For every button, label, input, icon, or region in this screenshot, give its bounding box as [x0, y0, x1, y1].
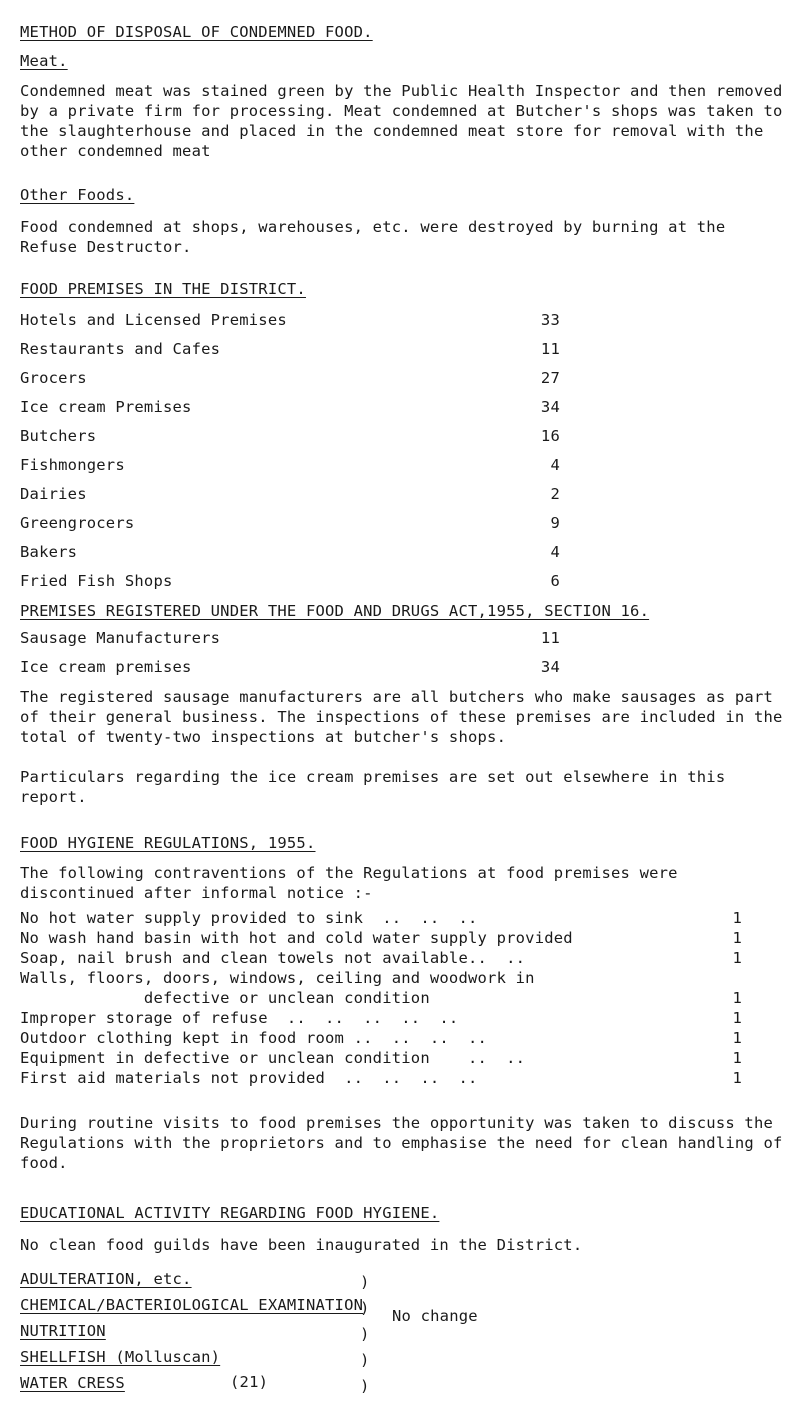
no-change-block [20, 1269, 785, 1399]
contravention-label: Outdoor clothing kept in food room .. .. .. .. [20, 1029, 488, 1047]
list-item [20, 369, 785, 398]
list-item [20, 1069, 742, 1089]
contravention-label: Soap, nail brush and clean towels not available.. .. [20, 949, 526, 967]
contravention-label: Walls, floors, doors, windows, ceiling and woodwork in [20, 969, 535, 987]
premises-count: 4 [550, 456, 560, 474]
meat-heading: Meat. [20, 52, 68, 70]
premises-label: Butchers [20, 427, 97, 445]
contravention-label: No wash hand basin with hot and cold water supply provided [20, 929, 573, 947]
list-item [20, 311, 785, 340]
premises-label: Restaurants and Cafes [20, 340, 221, 358]
premises-label: Grocers [20, 369, 87, 387]
list-item [20, 543, 785, 572]
no-change-label: No change [392, 1307, 478, 1325]
contravention-label: Equipment in defective or unclean condition .. .. [20, 1049, 526, 1067]
contravention-count: 1 [732, 1009, 742, 1027]
hygiene-intro: The following contraventions of the Regulations at food premises were discontinued after informal notice :- [20, 864, 678, 902]
premises-count: 4 [550, 543, 560, 561]
education-paragraph: No clean food guilds have been inaugurated in the District. [20, 1236, 583, 1254]
hygiene-closing: During routine visits to food premises the opportunity was taken to discuss the Regulations with the proprietors and to emphasise the need for clean handling of food. [20, 1114, 783, 1172]
registered-label: Sausage Manufacturers [20, 629, 221, 647]
no-change-item: CHEMICAL/BACTERIOLOGICAL EXAMINATION [20, 1296, 364, 1314]
list-item [20, 989, 742, 1009]
premises-label: Greengrocers [20, 514, 135, 532]
no-change-item: WATER CRESS [20, 1374, 125, 1392]
registered-count: 34 [540, 658, 560, 676]
list-item [20, 427, 785, 456]
document-page [20, 22, 785, 1399]
contravention-label: First aid materials not provided .. .. .. .. [20, 1069, 478, 1087]
list-item [20, 1029, 742, 1049]
no-change-item: ADULTERATION, etc. [20, 1270, 192, 1288]
list-item [20, 658, 785, 687]
list-item [20, 514, 785, 543]
contravention-count: 1 [732, 929, 742, 947]
meat-paragraph: Condemned meat was stained green by the Public Health Inspector and then removed by a private firm for processing. Meat condemned at Butcher's shops was taken to the slaughterhouse and placed in the condemned meat store for removal with the other condemned meat [20, 82, 783, 160]
contraventions-list [20, 909, 742, 1089]
premises-count: 34 [540, 398, 560, 416]
page-title: METHOD OF DISPOSAL OF CONDEMNED FOOD. [20, 23, 373, 41]
contravention-count: 1 [732, 1069, 742, 1087]
premises-label: Fishmongers [20, 456, 125, 474]
list-item [20, 572, 785, 601]
premises-label: Ice cream Premises [20, 398, 192, 416]
registered-heading: PREMISES REGISTERED UNDER THE FOOD AND DRUGS ACT,1955, SECTION 16. [20, 602, 650, 620]
contravention-count: 1 [732, 1029, 742, 1047]
list-item [20, 340, 785, 369]
premises-label: Hotels and Licensed Premises [20, 311, 287, 329]
contravention-count: 1 [732, 1049, 742, 1067]
brace: ) ) ) ) ) [360, 1273, 370, 1395]
page-number: (21) [230, 1373, 269, 1391]
list-item [20, 909, 742, 929]
contravention-label: Improper storage of refuse .. .. .. .. .. [20, 1009, 459, 1027]
other-foods-heading: Other Foods. [20, 186, 135, 204]
contravention-count: 1 [732, 989, 742, 1007]
premises-count: 6 [550, 572, 560, 590]
premises-count: 16 [540, 427, 560, 445]
list-item [20, 1009, 742, 1029]
registered-label: Ice cream premises [20, 658, 192, 676]
list-item [20, 949, 742, 969]
list-item [20, 456, 785, 485]
premises-label: Dairies [20, 485, 87, 503]
ice-cream-paragraph: Particulars regarding the ice cream premises are set out elsewhere in this report. [20, 768, 726, 806]
list-item [20, 629, 785, 658]
food-premises-list [20, 311, 785, 601]
other-foods-paragraph: Food condemned at shops, warehouses, etc. were destroyed by burning at the Refuse Destructor. [20, 218, 726, 256]
hygiene-heading: FOOD HYGIENE REGULATIONS, 1955. [20, 834, 316, 852]
no-change-item: NUTRITION [20, 1322, 106, 1340]
premises-count: 27 [540, 369, 560, 387]
list-item [20, 398, 785, 427]
list-item [20, 969, 742, 989]
list-item [20, 1049, 742, 1069]
registered-count: 11 [540, 629, 560, 647]
contravention-label: defective or unclean condition [20, 989, 430, 1007]
premises-count: 9 [550, 514, 560, 532]
premises-label: Fried Fish Shops [20, 572, 173, 590]
premises-label: Bakers [20, 543, 78, 561]
contravention-label: No hot water supply provided to sink .. .. .. [20, 909, 478, 927]
education-heading: EDUCATIONAL ACTIVITY REGARDING FOOD HYGIENE. [20, 1204, 440, 1222]
list-item [20, 485, 785, 514]
food-premises-heading: FOOD PREMISES IN THE DISTRICT. [20, 280, 306, 298]
registered-paragraph: The registered sausage manufacturers are all butchers who make sausages as part of their general business. The inspections of these premises are included in the total of twenty-two inspections at butcher's shops. [20, 688, 783, 746]
premises-count: 11 [540, 340, 560, 358]
contravention-count: 1 [732, 909, 742, 927]
list-item [20, 929, 742, 949]
premises-count: 33 [540, 311, 560, 329]
premises-count: 2 [550, 485, 560, 503]
no-change-item: SHELLFISH (Molluscan) [20, 1348, 221, 1366]
contravention-count: 1 [732, 949, 742, 967]
